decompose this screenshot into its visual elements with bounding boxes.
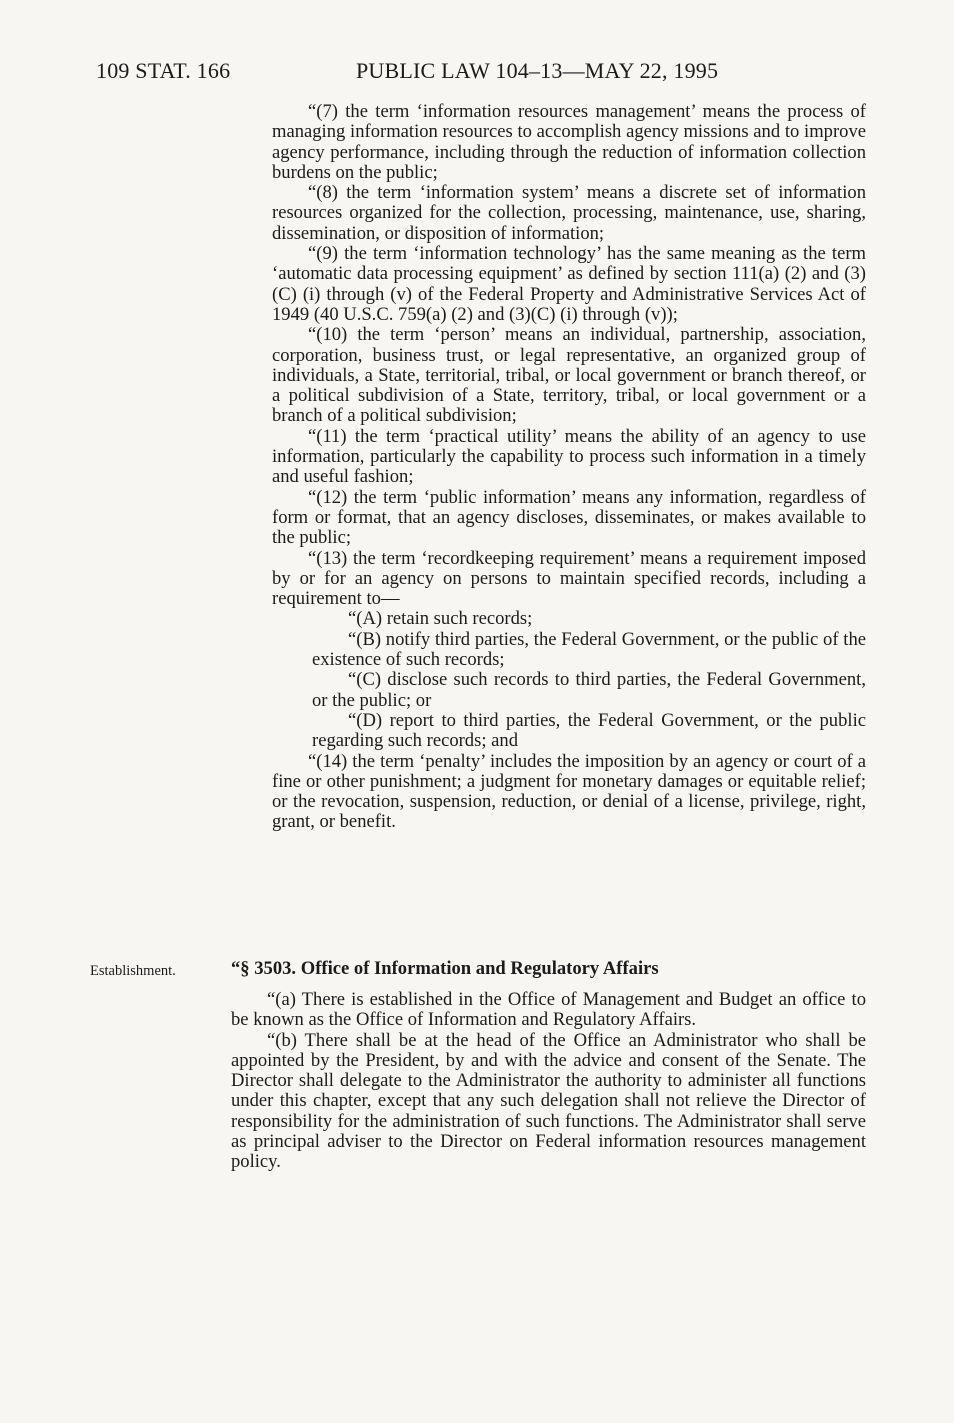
definition-9: “(9) the term ‘information technology’ has the same meaning as the term ‘automatic data processing equipment’ as defined by section 111(a) (2) and (3)(C) (i) through (v) of the Federal Property and Administrative Services Act of 1949 (40 U.S.C. 759(a) (2) and (3)(C) (i) through (v)); [272, 243, 866, 325]
section-heading: “§ 3503. Office of Information and Regulatory Affairs [231, 958, 659, 979]
section-paragraph-a: “(a) There is established in the Office of Management and Budget an office to be known as the Office of Information and Regulatory Affairs. [231, 989, 866, 1031]
page-header [96, 58, 876, 88]
definition-10: “(10) the term ‘person’ means an individual, partnership, association, corporation, business trust, or legal representative, an organized group of individuals, a State, territorial, tribal, or local government or branch thereof, or a political subdivision of a State, territory, tribal, or local government or a branch of a political subdivision; [272, 324, 866, 427]
definition-11: “(11) the term ‘practical utility’ means the ability of an agency to use information, particularly the capability to process such information in a timely and useful fashion; [272, 425, 866, 488]
subitem-d: “(D) report to third parties, the Federal Government, or the public regarding such records; and [312, 709, 866, 752]
margin-note: Establishment. [90, 963, 176, 979]
definition-8: “(8) the term ‘information system’ means a discrete set of information resources organized for the collection, processing, maintenance, use, sharing, dissemination, or disposition of information; [272, 182, 866, 244]
statute-page-number: 109 STAT. 166 [96, 58, 231, 83]
section-paragraph-b: “(b) There shall be at the head of the Office an Administrator who shall be appointed by the President, by and with the advice and consent of the Senate. The Director shall delegate to the Administrator the authority to administer all functions under this chapter, except that any such delegation shall not relieve the Director of responsibility for the administration of such functions. The Administrator shall serve as principal adviser to the Director on Federal information resources management policy. [231, 1029, 866, 1173]
definition-12: “(12) the term ‘public information’ means any information, regardless of form or format, that an agency discloses, disseminates, or makes available to the public; [272, 486, 866, 549]
definition-14: “(14) the term ‘penalty’ includes the imposition by an agency or court of a fine or other punishment; a judgment for monetary damages or equitable relief; or the revocation, suspension, reduction, or denial of a license, privilege, right, grant, or benefit. [272, 750, 866, 833]
subitem-b: “(B) notify third parties, the Federal Government, or the public of the existence of such records; [312, 628, 866, 671]
subitem-a: “(A) retain such records; [348, 608, 533, 630]
section-body [231, 990, 866, 1173]
definition-13: “(13) the term ‘recordkeeping requirement’ means a requirement imposed by or for an agency on persons to maintain specified records, including a requirement to— [272, 547, 866, 610]
law-title: PUBLIC LAW 104–13—MAY 22, 1995 [356, 58, 719, 83]
definitions-block [272, 102, 866, 833]
definition-7: “(7) the term ‘information resources management’ means the process of managing information resources to accomplish agency missions and to improve agency performance, including through the reduction of information collection burdens on the public; [272, 101, 866, 183]
subitem-c: “(C) disclose such records to third parties, the Federal Government, or the public; or [312, 669, 866, 711]
